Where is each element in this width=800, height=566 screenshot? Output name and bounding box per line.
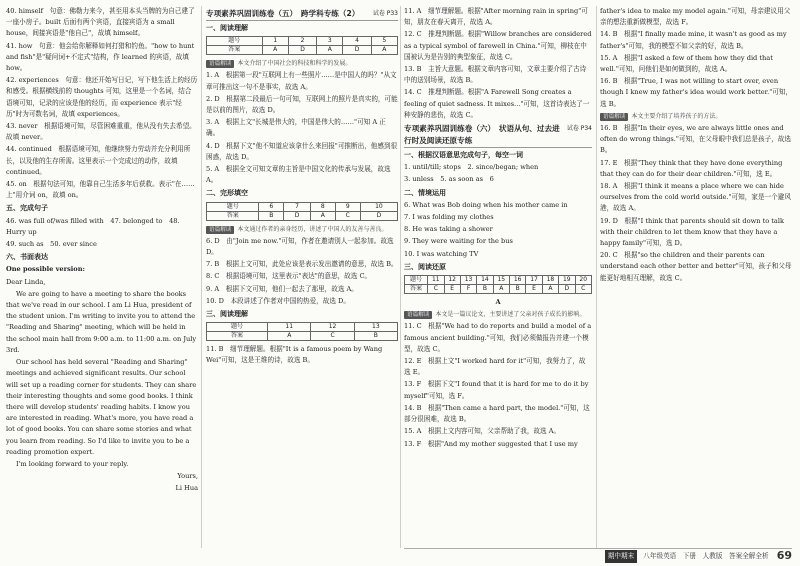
page-reference: 试卷 P34 xyxy=(566,125,592,133)
column-divider xyxy=(400,6,401,548)
answer-column-2 xyxy=(206,6,398,554)
footer-text: 八年级英语 下册 人教版 答案全解全析 xyxy=(643,552,769,560)
letter-greeting: Dear Linda, xyxy=(6,277,46,286)
answer-item: 4. D 根据下文"他不知道应该拿什么来回报"可推断出，他感到很困惑，故选 D。 xyxy=(206,141,398,161)
answer-item: 15. A 根据"I asked a few of them how they did that well."可知，问他们是如何做到的，故选 A。 xyxy=(600,53,773,74)
section-heading: 一、根据汉语意思完成句子，每空一词 xyxy=(404,151,523,160)
answer-item: 16. B 根据"In their eyes, we are always little ones and often do wrong things."可知，在父母眼中我们总是孩子，故选 B。 xyxy=(600,124,791,155)
answer-column-1 xyxy=(6,6,198,554)
passage-guide: 语篇解读 本文是一篇议论文，主要讲述了父亲对孩子成长的影响。 xyxy=(404,309,592,320)
answer-item: 12. C 推理判断题。根据"Willow branches are considered as a typical symbol of farewell in China."可知，柳枝在中国被认为是告别的典型象征，故选 C。 xyxy=(404,30,592,61)
answer-item: 10. D 本段讲述了作者对中国的热爱，故选 D。 xyxy=(206,296,350,305)
section-heading: 一、阅读理解 xyxy=(206,24,248,32)
passage-guide: 语篇解读 本文主要介绍了培养孩子的方法。 xyxy=(600,111,794,122)
answer-item: 14. B 根据"Then came a hard part, the model."可知，这部分很困难，故选 B。 xyxy=(404,403,590,424)
answer-item: 13. F 根据"And my mother suggested that I use my xyxy=(404,439,578,448)
letter-paragraph: We are going to have a meeting to share the books that we've read in our school. I am Li Hua, president of the student union. I'm writing to invite you to attend the "Reading and Sharing" meeting, which will be held in the school main hall from 9:00 a.m. to 11:00 a.m. on July 3rd. xyxy=(6,289,197,354)
page-footer xyxy=(404,548,792,562)
passage-guide: 语篇解读 本文介绍了中国社会的科技和科学的发展。 xyxy=(206,58,398,69)
answer-item: 13. B 主旨大意题。根据文章内容可知，文章主要介绍了古诗中的送别场景，故选 B。 xyxy=(404,65,587,85)
section-title: 试卷 P33 专项素养巩固训练卷（五） 跨学科专练（2） xyxy=(206,8,398,21)
answer-line: 1. until/till; stops 2. since/began; when xyxy=(404,163,539,172)
answer-item: 7. B 根据上文可知，此处应该是表示发出邀请的意思，故选 B。 xyxy=(206,260,398,269)
answer-line: 3. unless 5. as soon as 6 xyxy=(404,175,494,184)
answer-item: 45. on 根据句法可知，他靠自己生活多年后获救。表示"在……上"用介词 on，故填 on。 xyxy=(6,180,195,200)
answer-column-3 xyxy=(404,6,592,554)
answer-line: 7. I was folding my clothes xyxy=(404,213,494,222)
answer-item: 3. A 根据上文"长城是伟大的，中国是伟大的……"可知 A 正确。 xyxy=(206,118,386,138)
answer-item: 11. C 根据"We had to do reports and build a model of a famous ancient building."可知，我们必须做报告并建一个模型，故选 C。 xyxy=(404,322,592,353)
answer-line: 8. He was taking a shower xyxy=(404,225,493,234)
answer-line: 49. such as 50. ever since xyxy=(6,240,97,249)
section-heading: 三、阅读还原 xyxy=(404,262,446,271)
answer-item: 16. B 根据"True, I was not willing to start over, even though I knew my father's idea would work better."可知，选 B。 xyxy=(600,77,793,108)
column-divider xyxy=(201,6,202,548)
answer-line: 10. I was watching TV xyxy=(404,249,479,258)
answer-table: 题号 11 12 13 答案 A C B xyxy=(206,322,398,341)
answer-item: 12. E 根据上文"I worked hard for it"可知，我努力了，故选 E。 xyxy=(404,357,586,377)
answer-item: 42. experiences 句意：他还开始写日记，写下他生活上的经历和感受。根据横线前的 thoughts 可知，这里是一个名词，结合语境可知，记录的应该是他的经历，而 experience 表示"经历"时为可数名词，故填 experiences。 xyxy=(6,76,198,118)
part-label: A xyxy=(495,298,501,307)
page-reference: 试卷 P33 xyxy=(372,10,398,17)
answer-table: 题号 11 12 13 14 15 16 17 18 19 20 答案 C E F B A B E A D C xyxy=(404,275,592,294)
answer-item: 20. C 根据"so the children and their parents can understand each other better and better"可知，孩子和父母能更好地相互理解，故选 C。 xyxy=(600,251,792,282)
answer-line: 46. was full of/was filled with 47. belonged to 48. Hurry up xyxy=(6,216,180,236)
answer-item: 8. C 根据语境可知，这里表示"表达"的意思，故选 C。 xyxy=(206,272,372,281)
answer-item: 13. F 根据下文"I found that it is hard for me to do it by myself"可知，选 F。 xyxy=(404,380,589,400)
answer-table: 题号 6 7 8 9 10 答案 B D A C D xyxy=(206,202,398,221)
answer-item: 11. A 细节理解题。根据"After morning rain in spring"可知，朋友在春天离开，故选 A。 xyxy=(404,7,588,27)
section-heading: 二、情境运用 xyxy=(404,188,446,197)
answer-item: 14. B 根据"I finally made mine, it wasn't as good as my father's"可知，我的模型不如父亲的好，故选 B。 xyxy=(600,30,787,50)
answer-item: 15. A 根据上文内容可知，父亲帮助了我，故选 A。 xyxy=(404,427,561,436)
answer-item: 41. how 句意：他会给你解释如何打猎和钓鱼。"how to hunt and fish"是"疑问词+不定式"结构，作 learned 的宾语，故填 how。 xyxy=(6,41,195,73)
answer-item: 6. D 由"Join me now."可知，作者在邀请别人一起参加。故选 D。 xyxy=(206,236,394,257)
letter-paragraph: Our school has held several "Reading and Sharing" meetings and achieved significant results. Our school will set up a reading corner for students. They can share their interesting thoughts and some good books. I think there will develop students' reading habits. I know you are interested in reading. What's more, you have read a lot of good books. You can share some stories and what you learn from reading. So I'd like to invite you to be a reading promotion expert. xyxy=(6,358,197,456)
answer-column-4 xyxy=(600,6,794,554)
answer-item: 40. himself 句意：佛勒力来今，甚至用本头当牌的为自己建了一座小房子。built 后面有两个宾语，直接宾语为 a small house，间接宾语是"他自己"，故填 himself。 xyxy=(6,7,195,38)
answer-item: 43. never 根据语境可知，尽管困难重重，他从没有失去希望。故填 never。 xyxy=(6,122,196,142)
letter-closing: I'm looking forward to your reply. xyxy=(16,459,129,468)
answer-item: 44. continued 根据语境可知，他继续努力劳动并充分利用所长，以及他的生存所需。这里表示一个完成过的动作，故填 continued。 xyxy=(6,145,191,176)
answer-item: 14. C 推理判断题。根据"A Farewell Song creates a feeling of quiet sadness. It mixes..."可知，这首诗表达了一种安静的悲伤，故选 C。 xyxy=(404,88,590,119)
answer-line: 6. What was Bob doing when his mother came in xyxy=(404,200,568,209)
answer-item: 1. A 根据第一段"互联网上有一些照片……是中国人的吗？"从文章可推出这一句不是事实，故选 A。 xyxy=(206,71,397,91)
letter-signature: Li Hua xyxy=(175,484,198,493)
section-title: 试卷 P34 专项素养巩固训练卷（六） 状语从句、过去进行时及阅读还原专练 xyxy=(404,123,592,148)
section-heading: 五、完成句子 xyxy=(6,204,48,213)
section-heading: 二、完形填空 xyxy=(206,189,248,198)
answer-item: 5. A 根据全文可知文章的主旨是中国文化的传承与发展，故选 A。 xyxy=(206,165,391,185)
section-heading: 三、阅读理解 xyxy=(206,310,248,319)
answer-item: 2. D 根据第二段最后一句可知，互联网上的照片是真实的，可能是以前的图片，故选 D。 xyxy=(206,94,398,115)
passage-guide: 语篇解读 本文通过作者的亲身经历，讲述了中国人的友善与善良。 xyxy=(206,224,398,235)
letter-sign-off: Yours, xyxy=(177,472,198,481)
answer-item: 9. A 根据下文可知，他们一起去了那里，故选 A。 xyxy=(206,284,358,293)
page-number: 69 xyxy=(776,549,792,562)
answer-line: 9. They were waiting for the bus xyxy=(404,237,513,246)
section-heading: 六、书面表达 xyxy=(6,253,48,262)
answer-item: 11. B 细节理解题。根据"It is a famous poem by Wang Wei"可知，这是王维的诗，故选 B。 xyxy=(206,345,383,365)
column-divider xyxy=(596,6,597,548)
essay-version-label: One possible version: xyxy=(6,265,85,274)
answer-item: 18. A 根据"I think it means a place where we can hide ourselves from the cold world outside."可知，家是一个避风港，故选 A。 xyxy=(600,182,791,213)
brand-logo: 期中期末 xyxy=(605,550,637,563)
answer-item: father's idea to make my model again."可知，母亲建议用父亲的想法重新做模型，故选 F。 xyxy=(600,7,791,27)
answer-table: 题号 1 2 3 4 5 答案 A D A D A xyxy=(206,36,398,55)
answer-item: 17. E 根据"They think that they have done everything that they can do for their dear children."可知，选 E。 xyxy=(600,158,783,178)
answer-item: 19. D 根据"I think that parents should sit down to talk with their children to let them know that they have a happy family"可知，选 D。 xyxy=(600,216,784,248)
